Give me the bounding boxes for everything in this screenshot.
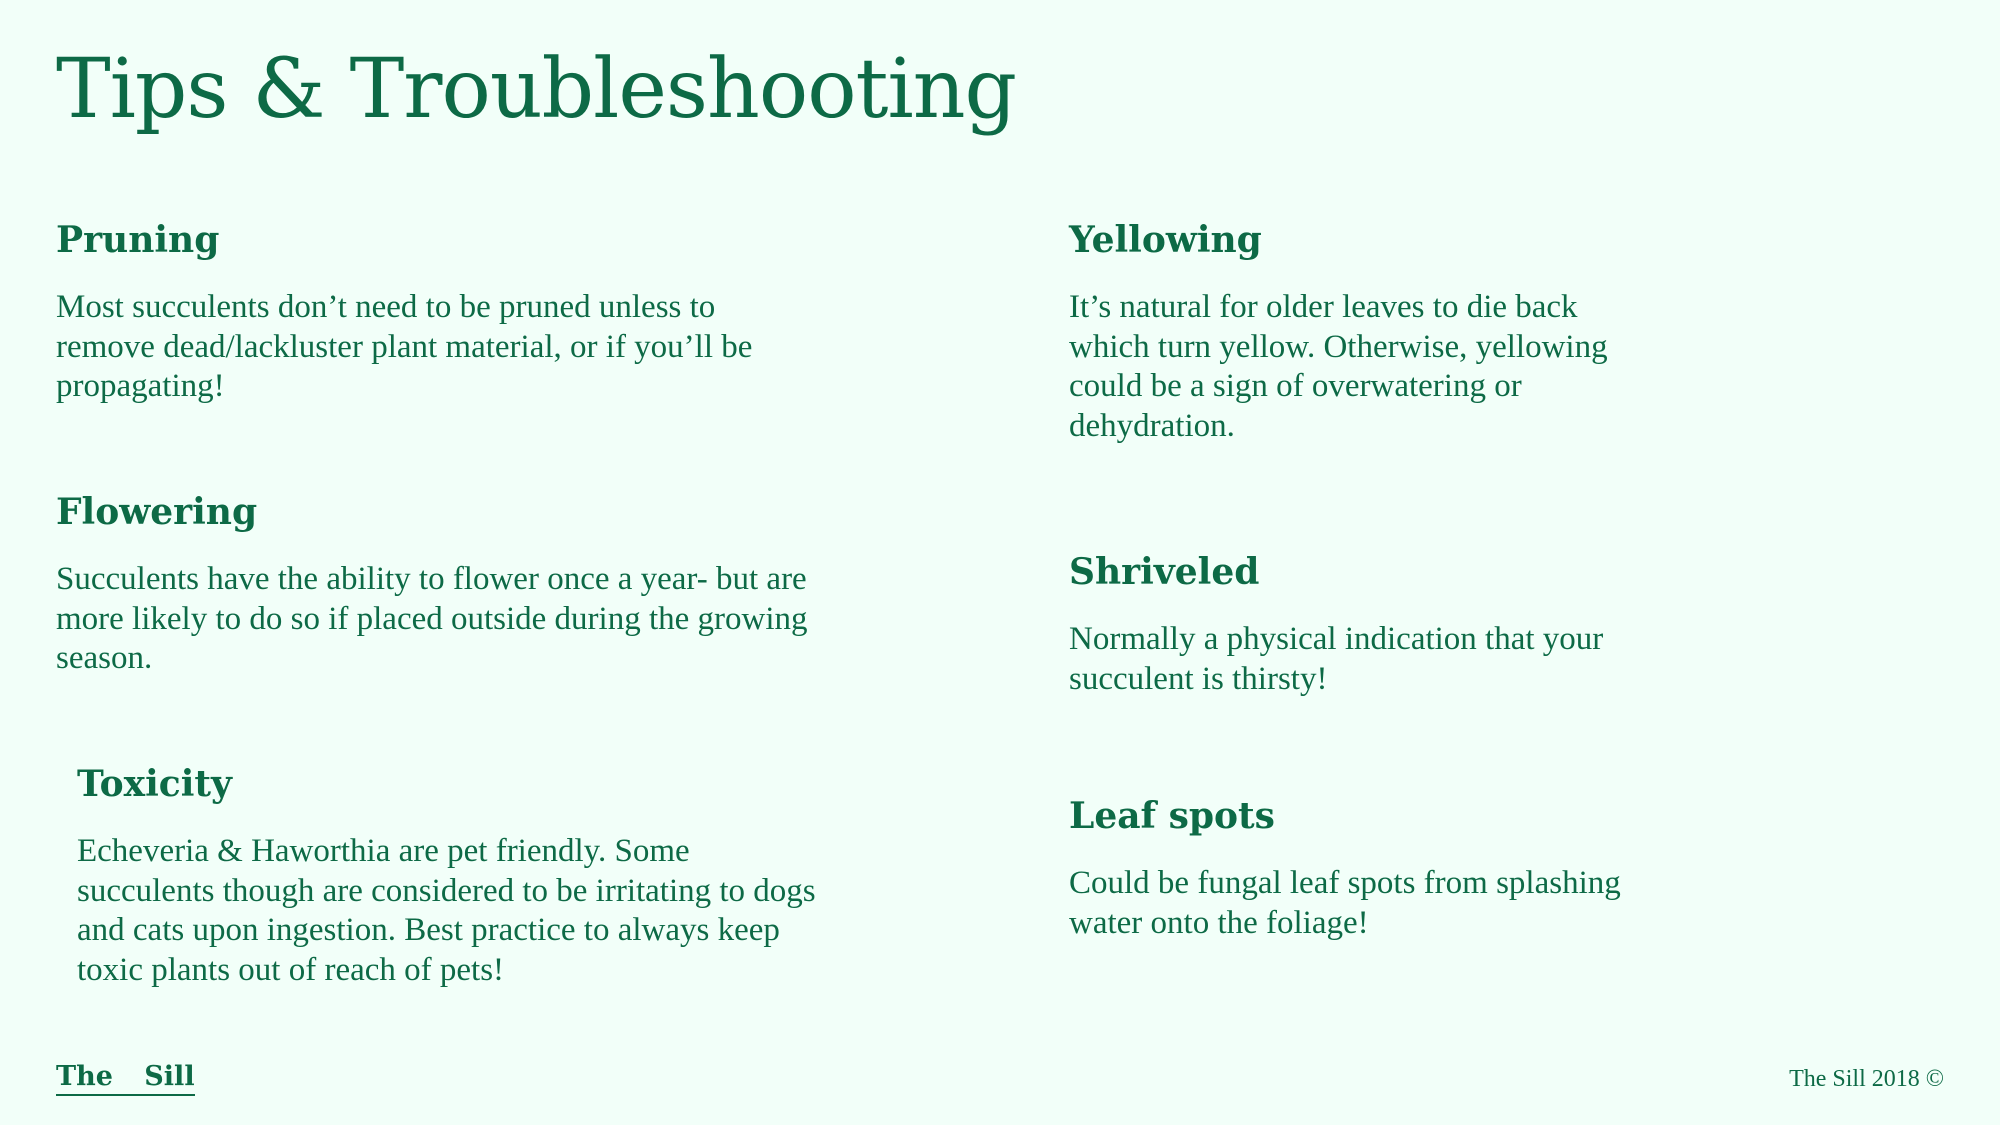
section-body-leaf-spots: Could be fungal leaf spots from splashing water onto the foliage! (1069, 865, 1621, 941)
section-body-pruning: Most succulents don’t need to be pruned unless to remove dead/lackluster plant material, or if you’ll be propagating! (56, 289, 753, 404)
copyright-notice: The Sill 2018 © (1789, 1066, 1944, 1092)
section-flowering (56, 490, 816, 679)
section-body-shriveled: Normally a physical indication that your succulent is thirsty! (1069, 621, 1604, 697)
section-heading-leaf-spots: Leaf spots (1069, 795, 1275, 837)
section-yellowing (1069, 218, 1629, 446)
section-heading-shriveled: Shriveled (1069, 551, 1260, 593)
section-body-yellowing: It’s natural for older leaves to die back which turn yellow. Otherwise, yellowing could be a sign of overwatering or dehydration. (1069, 289, 1608, 444)
section-heading-yellowing: Yellowing (1069, 219, 1262, 261)
section-body-flowering: Succulents have the ability to flower once a year- but are more likely to do so if placed outside during the growing season. (56, 561, 808, 676)
section-heading-toxicity: Toxicity (77, 763, 232, 805)
page-title: Tips & Troubleshooting (56, 42, 1017, 137)
section-body-toxicity: Echeveria & Haworthia are pet friendly. Some succulents though are considered to be irritating to dogs and cats upon ingestion. Best practice to always keep toxic plants out of reach of pets! (77, 833, 816, 988)
section-heading-pruning: Pruning (56, 219, 220, 261)
section-heading-flowering: Flowering (56, 491, 258, 533)
section-toxicity (77, 762, 817, 990)
section-pruning (56, 218, 816, 407)
section-shriveled (1069, 550, 1629, 699)
the-sill-logo: The Sill (56, 1060, 195, 1096)
section-leaf-spots (1069, 794, 1629, 943)
